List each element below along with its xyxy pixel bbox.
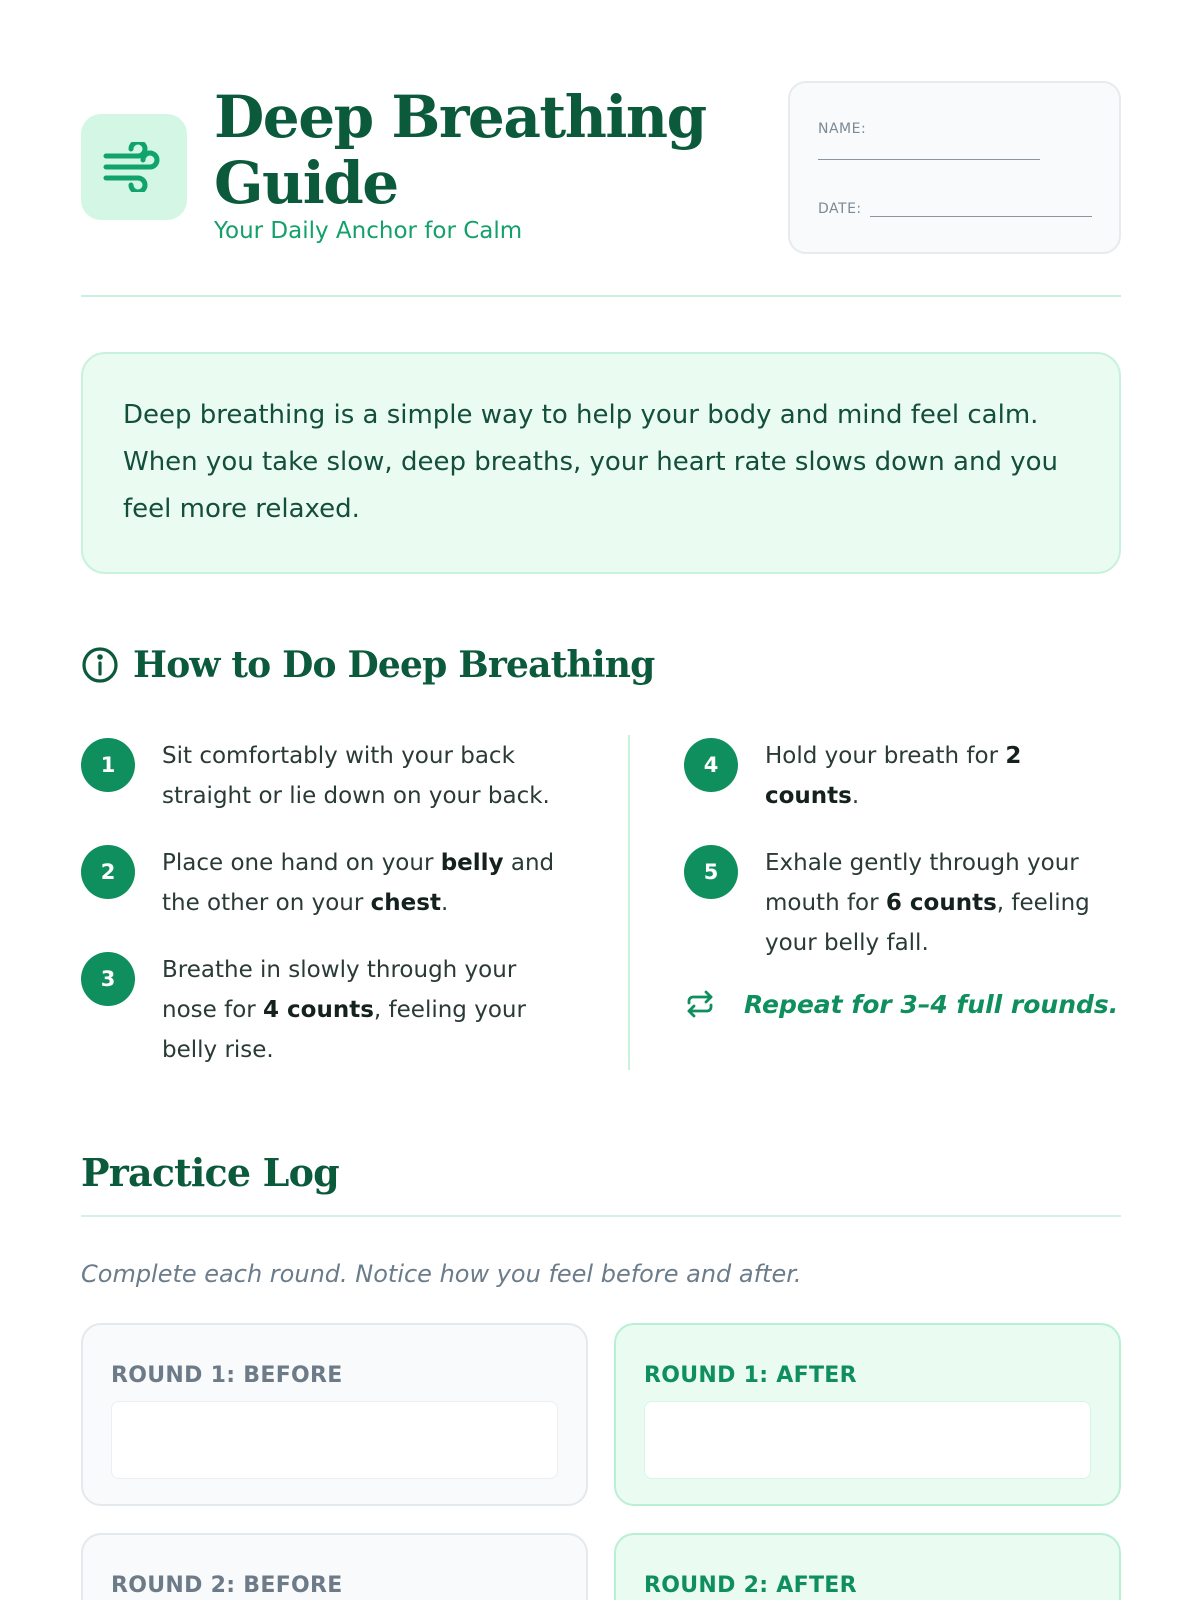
page-subtitle: Your Daily Anchor for Calm xyxy=(214,218,523,244)
step-3 xyxy=(81,950,581,1070)
name-field[interactable] xyxy=(818,159,1040,160)
step-text: Hold your breath for 2 counts. xyxy=(765,743,1022,809)
intro-box xyxy=(81,352,1121,574)
step-number: 2 xyxy=(81,845,135,899)
howto-title: How to Do Deep Breathing xyxy=(133,644,655,686)
round-1-before-field[interactable] xyxy=(111,1401,558,1479)
card-label: ROUND 1: AFTER xyxy=(644,1363,857,1388)
date-field[interactable] xyxy=(870,203,1092,217)
info-icon xyxy=(81,646,119,684)
name-label: NAME: xyxy=(818,121,867,137)
step-text: Exhale gently through your mouth for 6 counts, feeling your belly fall. xyxy=(765,850,1090,956)
date-label: DATE: xyxy=(818,201,862,217)
step-1 xyxy=(81,736,581,816)
steps-divider xyxy=(628,735,630,1070)
step-text: Breathe in slowly through your nose for 4 counts, feeling your belly rise. xyxy=(162,957,526,1063)
step-number: 5 xyxy=(684,845,738,899)
date-row xyxy=(818,201,1092,217)
step-number: 3 xyxy=(81,952,135,1006)
card-label: ROUND 2: BEFORE xyxy=(111,1573,343,1598)
card-label: ROUND 2: AFTER xyxy=(644,1573,857,1598)
header-divider xyxy=(81,295,1121,297)
card-label: ROUND 1: BEFORE xyxy=(111,1363,343,1388)
practice-log-title: Practice Log xyxy=(81,1150,339,1195)
step-text: Sit comfortably with your back straight or lie down on your back. xyxy=(162,743,550,809)
log-instructions: Complete each round. Notice how you feel before and after. xyxy=(81,1260,802,1288)
round-2-before-card xyxy=(81,1533,588,1600)
round-1-before-card xyxy=(81,1323,588,1506)
round-1-after-field[interactable] xyxy=(644,1401,1091,1479)
repeat-note xyxy=(684,988,1118,1020)
step-5 xyxy=(684,843,1124,963)
step-4 xyxy=(684,736,1124,816)
repeat-icon xyxy=(684,988,716,1020)
step-text: Place one hand on your belly and the other on your chest. xyxy=(162,850,555,916)
page-title: Deep Breathing Guide xyxy=(214,83,706,217)
round-2-after-card xyxy=(614,1533,1121,1600)
step-number: 1 xyxy=(81,738,135,792)
howto-heading xyxy=(81,644,654,686)
name-date-card xyxy=(788,81,1121,254)
step-2 xyxy=(81,843,601,923)
log-divider xyxy=(81,1215,1121,1217)
intro-text: Deep breathing is a simple way to help your body and mind feel calm. When you take slow, deep breaths, your heart rate slows down and you feel more relaxed. xyxy=(123,400,1058,524)
step-number: 4 xyxy=(684,738,738,792)
repeat-text: Repeat for 3–4 full rounds. xyxy=(744,989,1119,1019)
round-1-after-card xyxy=(614,1323,1121,1506)
wind-icon xyxy=(102,142,166,192)
logo-badge xyxy=(81,114,187,220)
